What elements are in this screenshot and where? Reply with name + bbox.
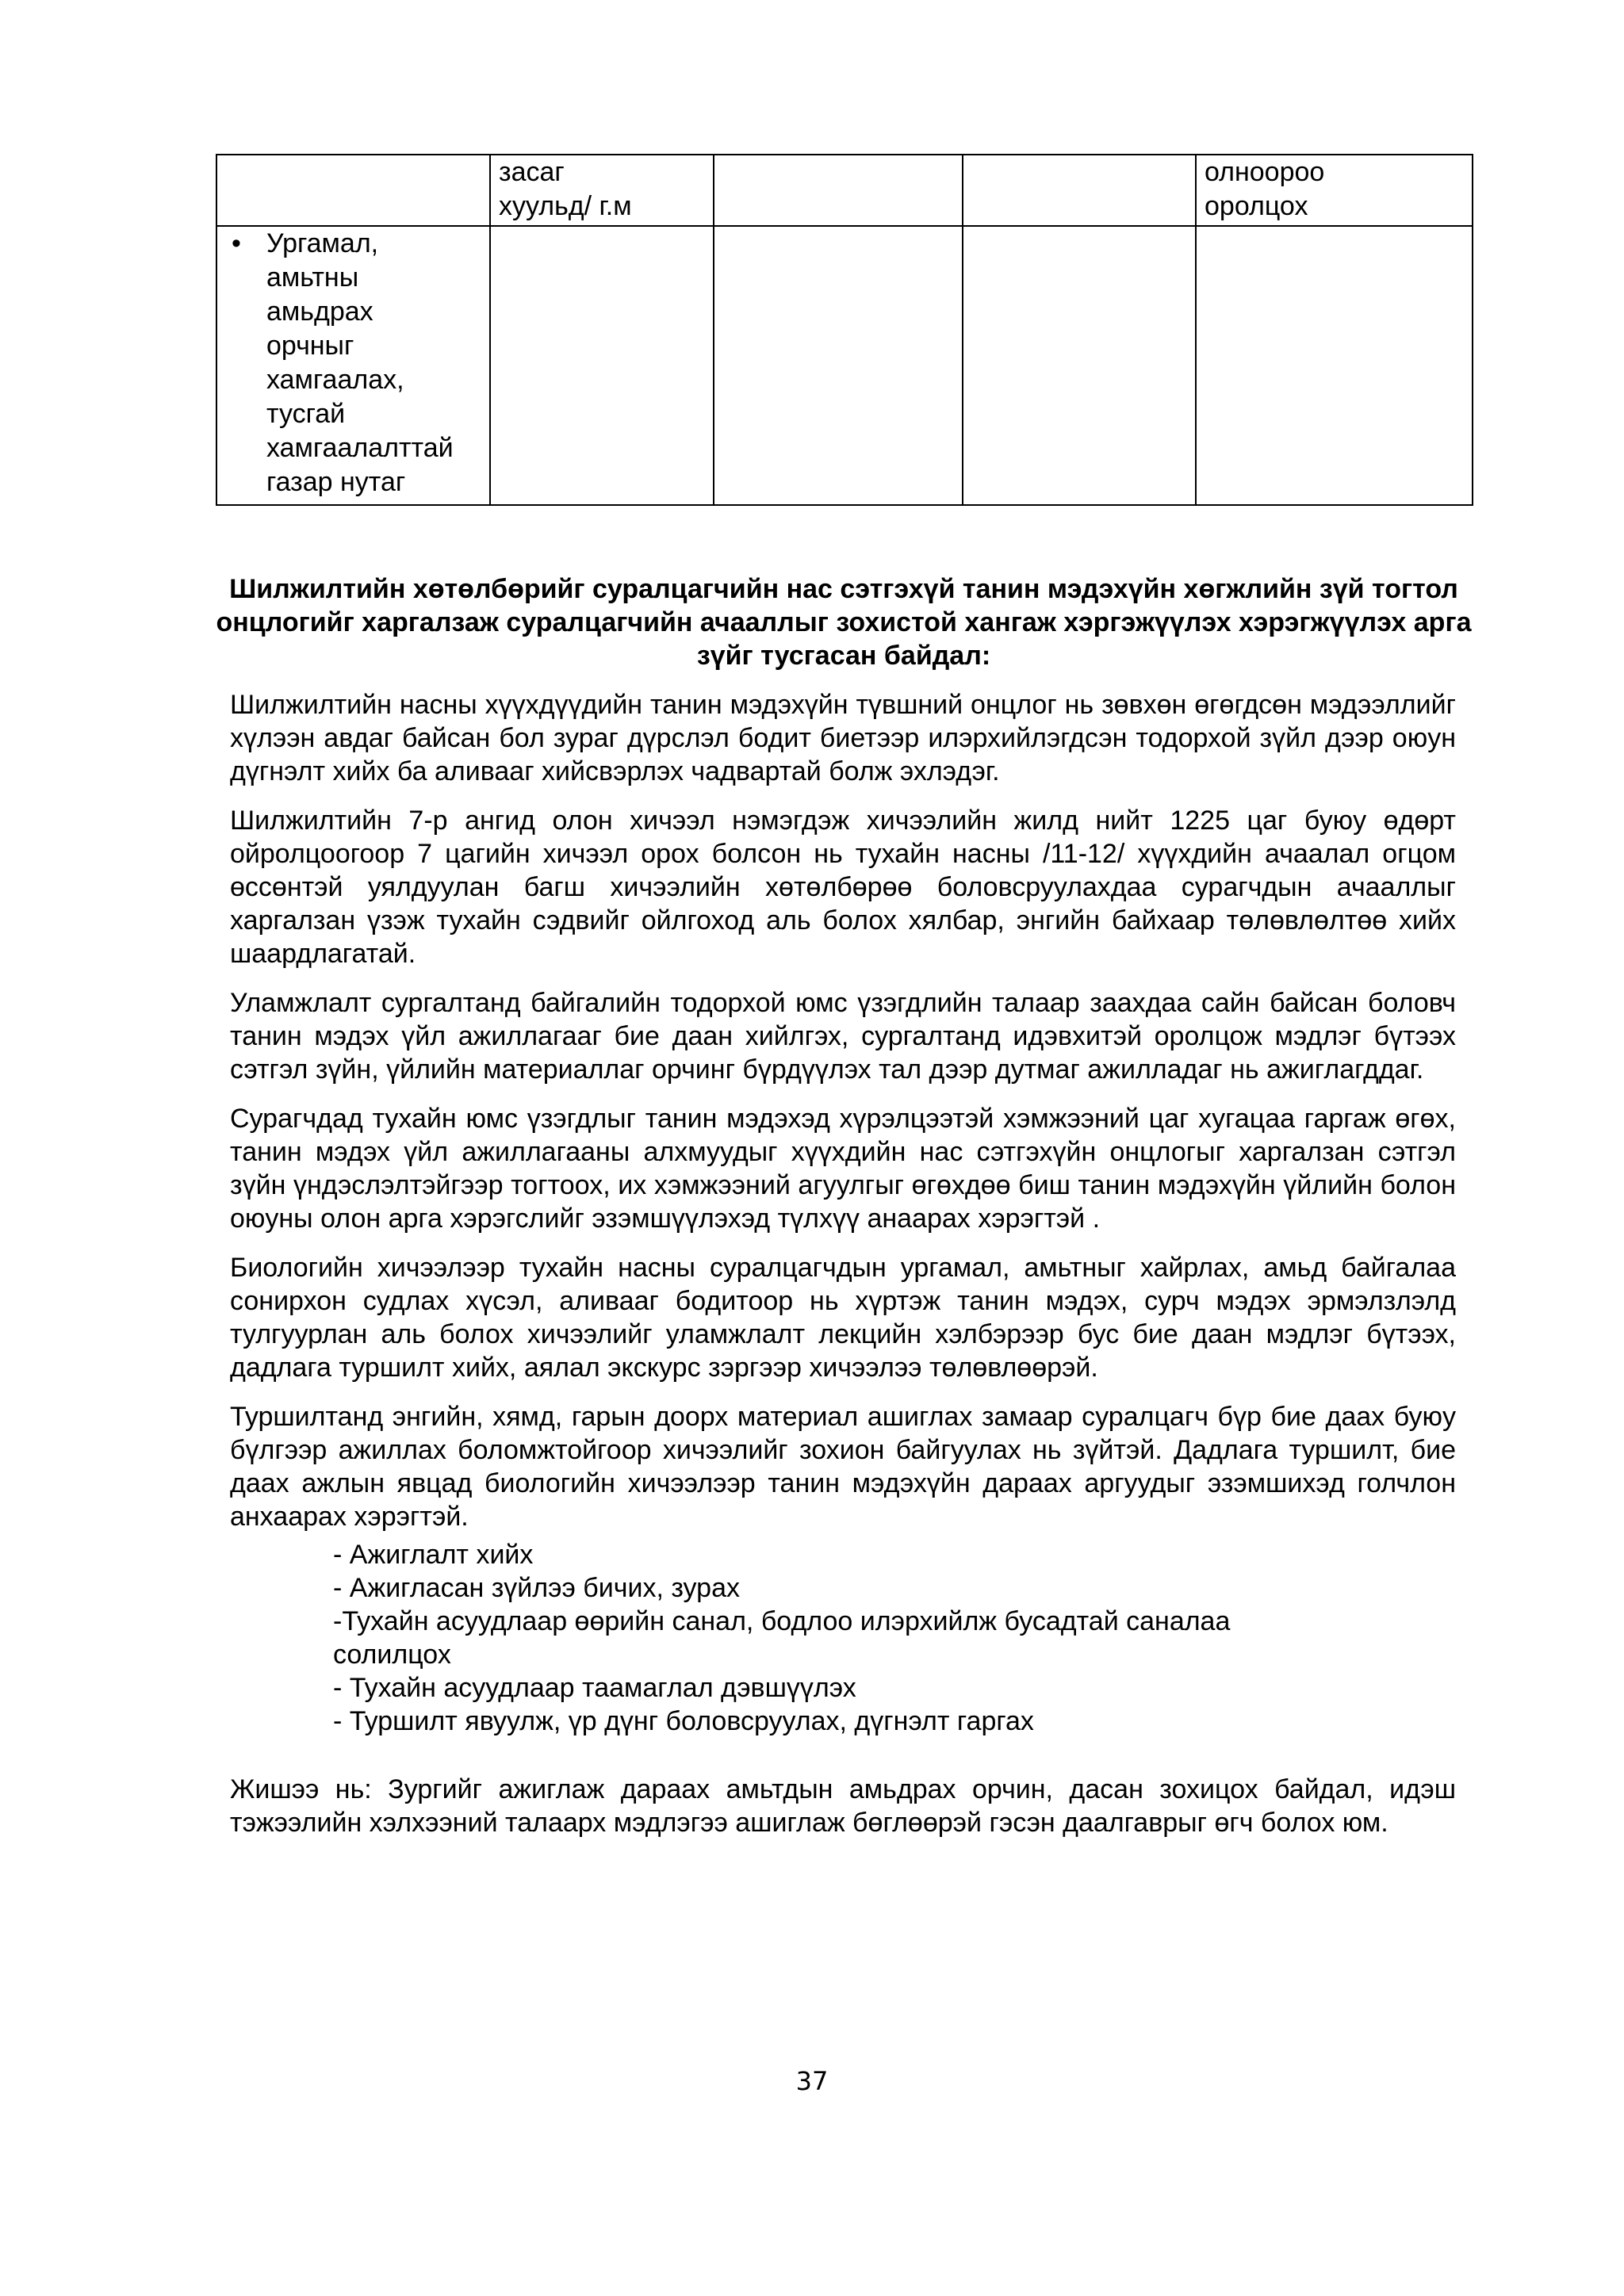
page-number: 37 [795, 2066, 829, 2096]
list-item: -Тухайн асуудлаар өөрийн санал, бодлоо илэрхийлж бусадтай саналаа солилцох [333, 1606, 1231, 1670]
section-heading: Шилжилтийн хөтөлбөрийг суралцагчийн нас сэтгэхүй танин мэдэхүйн хөгжлийн зүй тогтол онцлогийг харгалзаж суралцагчийн ачааллыг зохистой хангаж хэргэжүүлэх хэрэгжүүлэх арга зүйг тусгасан байдал: [216, 574, 1472, 671]
paragraph: Биологийн хичээлээр тухайн насны суралцагчдын ургамал, амьтныг хайрлах, амьд байгалаа сонирхон судлах хүсэл, аливааг бодитоор нь хүртэж танин мэдэх, сурч мэдэх эрмэлзлэлд тулгуурлан аль болох хичээлийг уламжлалт лекцийн хэлбэрээр бус бие даан мэдлэг бүтээх, дадлага туршилт хийх, аялал экскурс зэргээр хичээлээ төлөвлөөрэй. [230, 1253, 1456, 1383]
body-text [230, 688, 1456, 1855]
list-item: - Тухайн асуудлаар таамаглал дэвшүүлэх [333, 1673, 856, 1703]
list-item: - Ажиглалт хийх [333, 1540, 534, 1570]
list-item: - Ажигласан зүйлээ бичих, зурах [333, 1573, 740, 1603]
bulleted-item [225, 227, 485, 499]
table-cell [1196, 226, 1473, 505]
table-cell [490, 226, 714, 505]
paragraph: Шилжилтийн 7-р ангид олон хичээл нэмэгдэж хичээлийн жилд нийт 1225 цаг буюу өдөрт ойролцоогоор 7 цагийн хичээл орох болсон нь тухайн насны /11-12/ хүүхдийн ачаалал огцом өссөнтэй уялдуулан багш хичээлийн хөтөлбөрөө боловсруулахдаа сурагчдын ачааллыг харгалзан үзэж тухайн сэдвийг ойлгоход аль болох хялбар, энгийн байхаар төлөвлөлтөө хийх шаардлагатай. [230, 806, 1456, 969]
paragraph: Туршилтанд энгийн, хямд, гарын доорх материал ашиглах замаар суралцагч бүр бие даах буюу бүлгээр ажиллах боломжтойгоор хичээлийг зохион байгуулах нь зүйтэй. Дадлага туршилт, бие даах ажлын явцад биологийн хичээлээр танин мэдэхүйн дараах аргуудыг эзэмшихэд голчлон анхаарах хэрэгтэй. [230, 1402, 1456, 1532]
paragraph: Сурагчдад тухайн юмс үзэгдлыг танин мэдэхэд хүрэлцээтэй хэмжээний цаг хугацаа гаргаж өгөх, танин мэдэх үйл ажиллагааны алхмуудыг хүүхдийн нас сэтгэхүйн онцлогыг харгалзан сэтгэл зүйн үндэслэлтэйгээр тогтоох, их хэмжээний агуулгыг өгөхдөө биш танин мэдэхүйн үйлийн болон оюуны олон арга хэрэгслийг эзэмшүүлэхэд түлхүү анаарах хэрэгтэй . [230, 1104, 1456, 1234]
table-cell [216, 226, 490, 505]
table-cell [963, 226, 1196, 505]
table-row [216, 226, 1473, 505]
table-cell [714, 226, 963, 505]
table-cell: олноороо оролцох [1196, 155, 1473, 226]
bullet-text: Ургамал, амьтны амьдрах орчныг хамгаалах, тусгай хамгаалалттай газар нутаг [266, 228, 454, 497]
bullet-icon: • [232, 228, 241, 258]
example-paragraph: Жишээ нь: Зургийг ажиглаж дараах амьтдын амьдрах орчин, дасан зохицох байдал, идэш тэжээлийн хэлхээний талаарх мэдлэгээ ашиглаж бөглөөрэй гэсэн даалгаврыг өгч болох юм. [230, 1774, 1456, 1838]
paragraph: Уламжлалт сургалтанд байгалийн тодорхой юмс үзэгдлийн талаар заахдаа сайн байсан боловч танин мэдэх үйл ажиллагааг бие даан хийлгэх, сургалтанд идэвхитэй оролцож мэдлэг бүтээх сэтгэл зүйн, үйлийн материаллаг орчинг бүрдүүлэх тал дээр дутмаг ажилладаг нь ажиглагддаг. [230, 988, 1456, 1085]
list-item: - Туршилт явуулж, үр дүнг боловсруулах, дүгнэлт гаргах [333, 1706, 1034, 1736]
activities-table [216, 154, 1473, 506]
table-cell: засаг хуульд/ г.м [490, 155, 714, 226]
table-row [216, 155, 1473, 226]
table-cell [963, 155, 1196, 226]
methods-list [333, 1538, 1456, 1738]
table-cell [714, 155, 963, 226]
table-cell [216, 155, 490, 226]
paragraph: Шилжилтийн насны хүүхдүүдийн танин мэдэхүйн түвшний онцлог нь зөвхөн өгөгдсөн мэдээллийг хүлээн авдаг байсан бол зураг дүрслэл бодит биетээр илэрхийлэгдсэн тодорхой зүйл дээр оюун дүгнэлт хийх ба аливааг хийсвэрлэх чадвартай болж эхлэдэг. [230, 690, 1456, 786]
